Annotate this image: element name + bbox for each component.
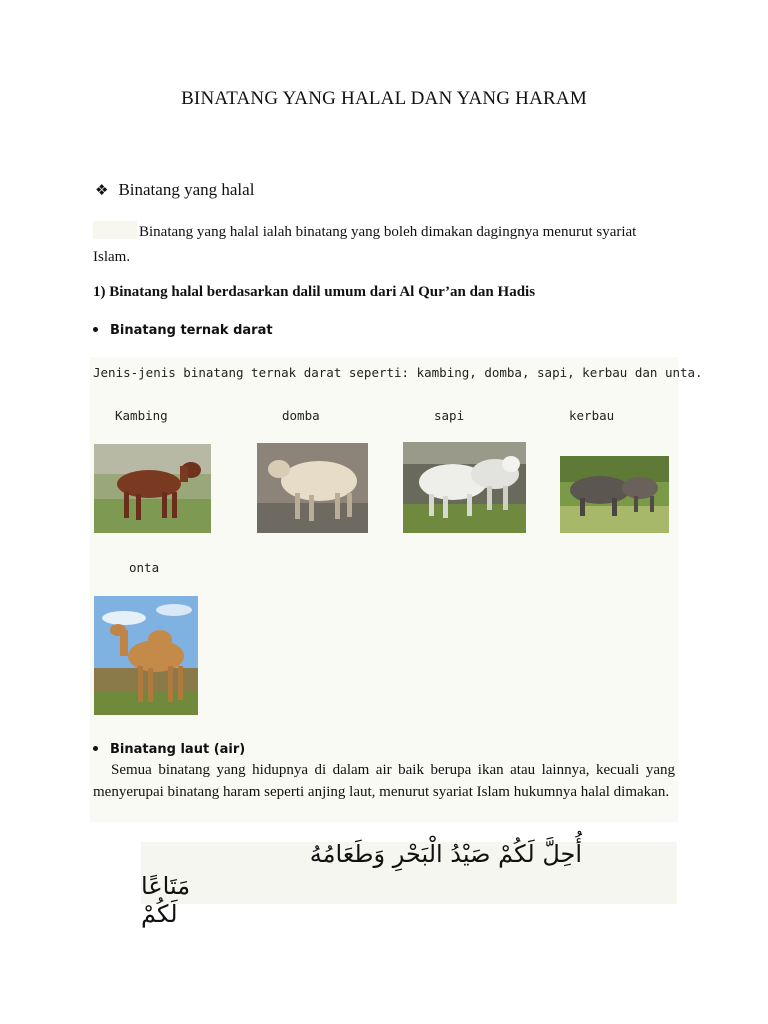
intro-paragraph: Binatang yang halal ialah binatang yang boleh dimakan dagingnya menurut syariat Islam. — [93, 224, 637, 265]
diamond-bullet-icon: ❖ — [95, 181, 109, 199]
dalil-heading: 1) Binatang halal berdasarkan dalil umum dari Al Qur’an dan Hadis — [93, 284, 536, 300]
camel-photo — [94, 596, 198, 715]
land-animals-heading-text: Binatang ternak darat — [110, 323, 273, 338]
section-heading — [95, 180, 254, 200]
bullet-dot-icon — [93, 746, 98, 751]
land-animals-description: Jenis-jenis binatang ternak darat seperti: kambing, domba, sapi, kerbau dan unta. — [93, 365, 703, 380]
cattle-photo — [403, 442, 526, 533]
land-animals-heading — [91, 323, 273, 338]
section-heading-text: Binatang yang halal — [118, 180, 255, 199]
animal-label-onta: onta — [129, 560, 160, 575]
buffalo-photo — [560, 456, 669, 533]
sheep-photo — [257, 443, 368, 533]
animal-label-kambing: Kambing — [115, 408, 168, 423]
animal-label-sapi: sapi — [434, 408, 465, 423]
animal-label-kerbau: kerbau — [569, 408, 615, 423]
sea-animals-heading-text: Binatang laut (air) — [110, 742, 246, 757]
goat-photo — [94, 444, 211, 533]
animal-label-domba: domba — [282, 408, 320, 423]
arabic-verse-line-2: مَتَاعًا لَكُمْ — [141, 872, 191, 928]
arabic-verse-line-1: أُحِلَّ لَكُمْ صَيْدُ الْبَحْرِ وَطَعَامُهُ — [309, 840, 582, 868]
sea-animals-paragraph: Semua binatang yang hidupnya di dalam air baik berupa ikan atau lainnya, kecuali yang menyerupai binatang haram seperti anjing laut, menurut syariat Islam hukumnya halal dimakan. — [93, 762, 675, 800]
document-title: BINATANG YANG HALAL DAN YANG HARAM — [181, 88, 587, 109]
sea-animals-heading — [91, 742, 245, 757]
bullet-dot-icon — [93, 327, 98, 332]
